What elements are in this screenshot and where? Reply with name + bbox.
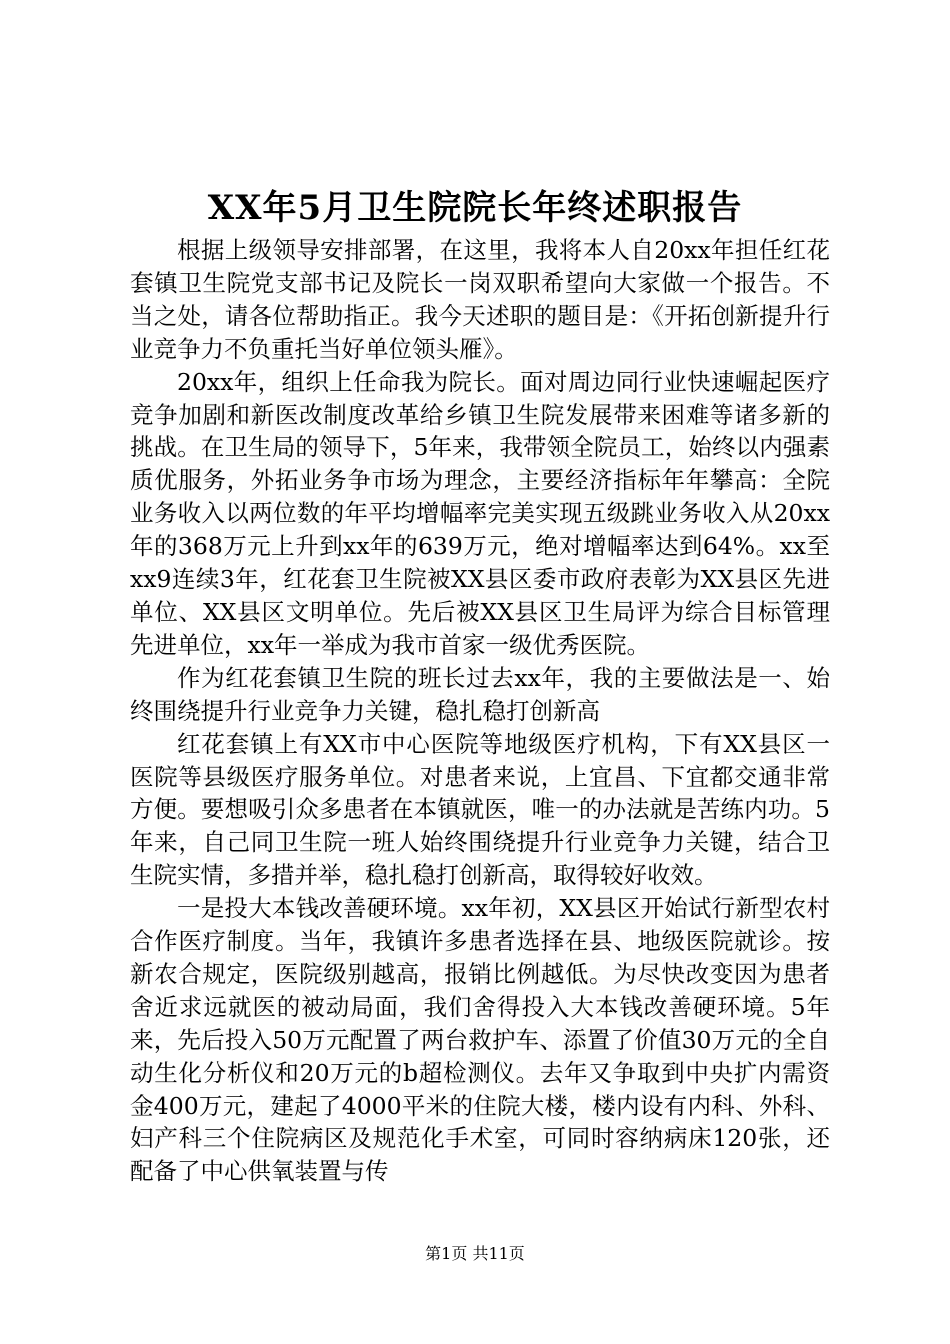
- paragraph-competition: 红花套镇上有XX市中心医院等地级医疗机构，下有XX县区一医院等县级医疗服务单位。对患者来说，上宜昌、下宜都交通非常方便。要想吸引众多患者在本镇就医，唯一的办法就是苦练内功。5年来，自己同卫生院一班人始终围绕提升行业竞争力关键，结合卫生院实情，多措并举，稳扎稳打创新高，取得较好收效。: [130, 729, 830, 890]
- paragraph-appointment: 20xx年，组织上任命我为院长。面对周边同行业快速崛起医疗竞争加剧和新医改制度改革给乡镇卫生院发展带来困难等诸多新的挑战。在卫生局的领导下，5年来，我带领全院员工，始终以内强素质优服务，外拓业务争市场为理念，主要经济指标年年攀高：全院业务收入以两位数的年平均增幅率完美实现五级跳业务收入从20xx年的368万元上升到xx年的639万元，绝对增幅率达到64%。xx至xx9连续3年，红花套卫生院被XX县区委市政府表彰为XX县区先进单位、XX县区文明单位。先后被XX县区卫生局评为综合目标管理先进单位，xx年一举成为我市首家一级优秀医院。: [130, 367, 830, 659]
- paragraph-approach: 作为红花套镇卫生院的班长过去xx年，我的主要做法是一、始终围绕提升行业竞争力关键，稳扎稳打创新高: [130, 663, 830, 725]
- page-number: 第1页 共11页: [425, 1244, 525, 1263]
- document-title: XX年5月卫生院院长年终述职报告: [207, 188, 743, 228]
- page-footer: [0, 1244, 950, 1264]
- paragraph-investment: 一是投大本钱改善硬环境。xx年初，XX县区开始试行新型农村合作医疗制度。当年，我镇许多患者选择在县、地级医院就诊。按新农合规定，医院级别越高，报销比例越低。为尽快改变因为患者舍近求远就医的被动局面，我们舍得投入大本钱改善硬环境。5年来，先后投入50万元配置了两台救护车、添置了价值30万元的全自动生化分析仪和20万元的b超检测仪。去年又争取到中央扩内需资金400万元，建起了4000平米的住院大楼，楼内设有内科、外科、妇产科三个住院病区及规范化手术室，可同时容纳病床120张，还配备了中心供氧装置与传: [130, 894, 830, 1186]
- document-body: [130, 234, 830, 1188]
- paragraph-intro: 根据上级领导安排部署，在这里，我将本人自20xx年担任红花套镇卫生院党支部书记及院长一岗双职希望向大家做一个报告。不当之处，请各位帮助指正。我今天述职的题目是：《开拓创新提升行业竞争力不负重托当好单位领头雁》。: [130, 236, 830, 363]
